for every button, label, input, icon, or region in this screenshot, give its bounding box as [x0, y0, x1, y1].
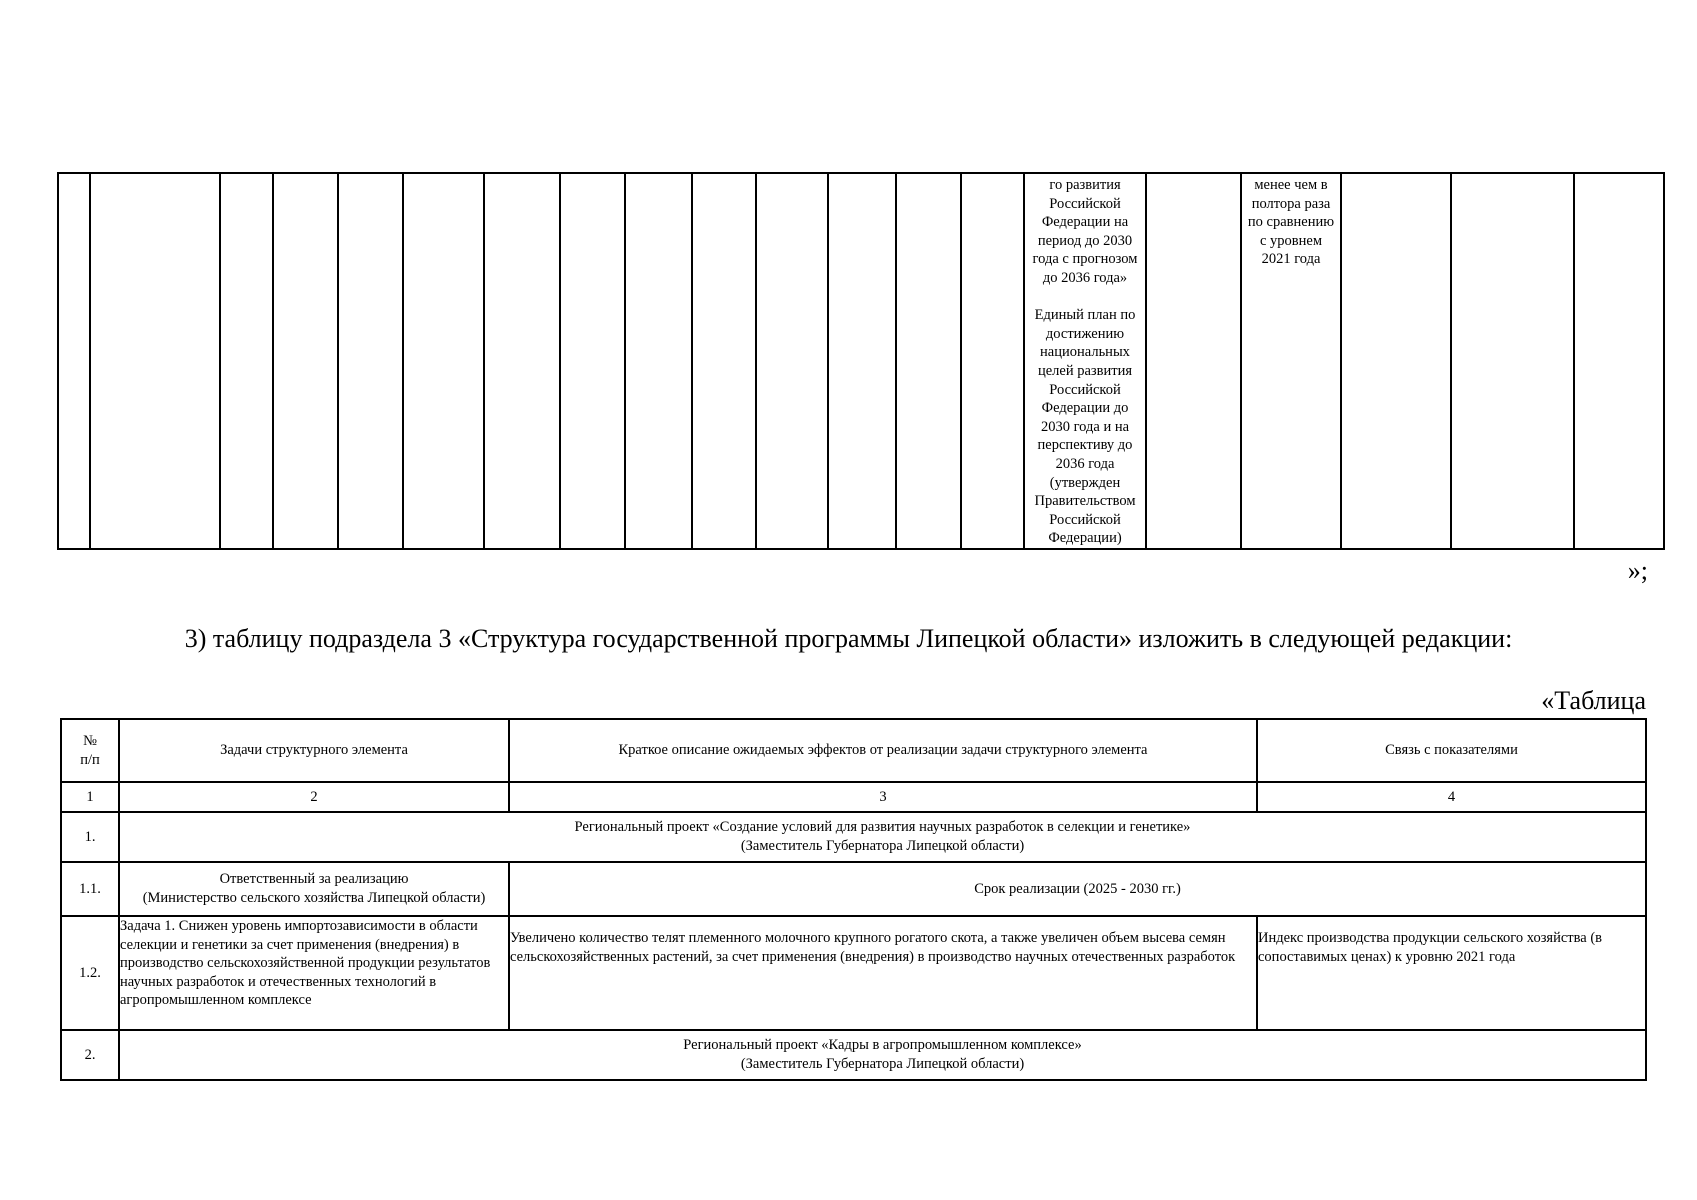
empty-cell	[1574, 173, 1664, 549]
header-link: Связь с показателями	[1257, 719, 1646, 782]
empty-cell	[273, 173, 338, 549]
table-row	[61, 862, 1646, 916]
strategy-document-text: го развития Российской Федерации на период до 2030 года с прогнозом до 2036 года»	[1032, 177, 1138, 286]
task-cell: Задача 1. Снижен уровень импортозависимости в области селекции и генетики за счет применения (внедрения) в производство сельскохозяйственной продукции результатов научных разработок и отечественных технологий в агропромышленном комплексе	[119, 916, 509, 1030]
effect-cell: Увеличено количество телят племенного молочного крупного рогатого скота, а также увеличен объем высева семян сельскохозяйственных растений, за счет применения (внедрения) в производство научных отечественных разработок	[509, 916, 1257, 1030]
column-number: 4	[1257, 782, 1646, 812]
empty-cell	[220, 173, 273, 549]
regional-project-title: Региональный проект «Создание условий для развития научных разработок в селекции и генетике» (Заместитель Губернатора Липецкой области)	[119, 812, 1646, 862]
header-num: № п/п	[61, 719, 119, 782]
empty-cell	[692, 173, 756, 549]
empty-cell	[90, 173, 220, 549]
header-effects: Краткое описание ожидаемых эффектов от реализации задачи структурного элемента	[509, 719, 1257, 782]
empty-cell	[338, 173, 403, 549]
indicator-cell: Индекс производства продукции сельского хозяйства (в сопоставимых ценах) к уровню 2021 года	[1257, 916, 1646, 1030]
strategy-document-cell	[1024, 173, 1146, 549]
header-tasks: Задачи структурного элемента	[119, 719, 509, 782]
empty-cell	[484, 173, 560, 549]
table-label: «Таблица	[1541, 686, 1646, 715]
previous-table-continuation	[57, 172, 1665, 550]
table-row	[61, 1030, 1646, 1080]
column-number: 2	[119, 782, 509, 812]
target-value-cell	[1241, 173, 1341, 549]
empty-cell	[403, 173, 484, 549]
row-number: 2.	[61, 1030, 119, 1080]
column-number: 1	[61, 782, 119, 812]
empty-cell	[625, 173, 692, 549]
empty-cell	[1341, 173, 1451, 549]
empty-cell	[828, 173, 896, 549]
implementation-period: Срок реализации (2025 - 2030 гг.)	[509, 862, 1646, 916]
empty-cell	[1451, 173, 1574, 549]
row-number: 1.1.	[61, 862, 119, 916]
empty-cell	[961, 173, 1024, 549]
empty-cell	[756, 173, 828, 549]
table-row	[61, 812, 1646, 862]
structure-table	[60, 718, 1647, 1081]
header-row	[61, 719, 1646, 782]
target-value-text: менее чем в полтора раза по сравнению с уровнем 2021 года	[1247, 177, 1335, 268]
regional-project-title: Региональный проект «Кадры в агропромышленном комплексе» (Заместитель Губернатора Липецкой области)	[119, 1030, 1646, 1080]
empty-cell	[58, 173, 90, 549]
empty-cell	[560, 173, 625, 549]
row-number: 1.	[61, 812, 119, 862]
numbering-row	[61, 782, 1646, 812]
closing-quote: »;	[1627, 556, 1648, 585]
column-number: 3	[509, 782, 1257, 812]
empty-cell	[896, 173, 961, 549]
row-number: 1.2.	[61, 916, 119, 1030]
unified-plan-text: Единый план по достижению национальных целей развития Российской Федерации до 2030 года и на перспективу до 2036 года (утвержден Правительством Российской Федерации)	[1034, 307, 1136, 547]
table-row	[61, 916, 1646, 1030]
empty-cell	[1146, 173, 1241, 549]
instruction-paragraph: 3) таблицу подраздела 3 «Структура государственной программы Липецкой области» изложить в следующей редакции:	[184, 624, 1513, 653]
responsible-cell: Ответственный за реализацию (Министерство сельского хозяйства Липецкой области)	[119, 862, 509, 916]
